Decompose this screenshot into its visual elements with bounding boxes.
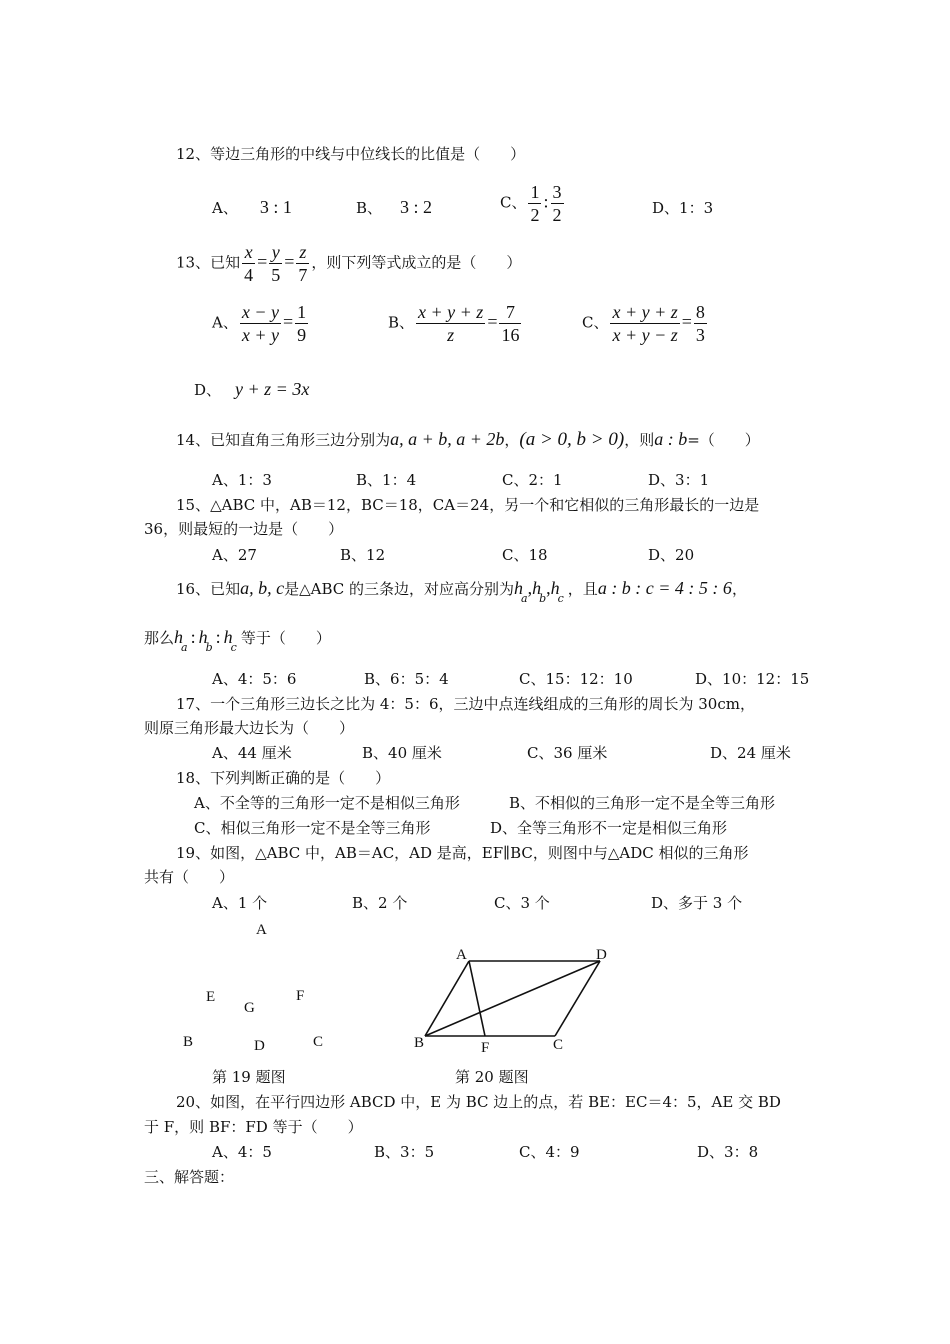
fig19-label-c: C <box>313 1034 324 1050</box>
fig20-label-b: B <box>414 1035 425 1051</box>
q19-line1: 19、如图，△ABC 中，AB＝AC，AD 是高，EF∥BC，则图中与△ADC 相似的三角形 <box>176 844 749 862</box>
fig20-diagonal-bd <box>425 961 600 1036</box>
q16-mid: 是△ABC 的三条边，对应高分别为 <box>284 580 515 598</box>
q14-sides: a, a + b, a + 2b <box>390 429 505 449</box>
q13-eq2: = <box>284 251 295 272</box>
q14-option-b: B、1：4 <box>356 471 417 489</box>
fig20-caption: 第 20 题图 <box>455 1068 529 1086</box>
q13-option-b-label: B、 <box>388 313 415 332</box>
q20-line2: 于 F，则 BF：FD 等于（ ） <box>144 1118 363 1136</box>
q15-line1: 15、△ABC 中，AB＝12，BC＝18，CA＝24，另一个和它相似的三角形最长的一边是 <box>176 496 760 514</box>
q17-line1: 17、一个三角形三边长之比为 4：5：6，三边中点连线组成的三角形的周长为 30cm， <box>176 695 755 713</box>
q13-c-rden: 3 <box>695 325 705 345</box>
q13-suffix: ，则下列等式成立的是（ ） <box>311 253 522 272</box>
fig19-label-a: A <box>256 922 267 938</box>
q13-frac-4: 4 <box>244 265 254 285</box>
q15-option-a: A、27 <box>212 546 257 564</box>
q18-option-a: A、不全等的三角形一定不是相似三角形 <box>194 794 460 812</box>
q16-l2-h-c: h <box>223 627 233 647</box>
q13-a-num: x − y <box>241 302 279 322</box>
q16-sub-a: a <box>521 592 528 605</box>
q16-ratio: a : b : c = 4 : 5 : 6 <box>597 578 732 598</box>
q12-c-frac2-num: 3 <box>552 182 562 202</box>
q16-h-c: h <box>550 578 560 598</box>
q13-frac-7: 7 <box>298 265 308 285</box>
fig20-edge-ba <box>425 961 469 1036</box>
q13-frac-x: x <box>242 241 255 264</box>
q12-option-a-label: A、 <box>212 199 238 217</box>
q13-b-num: x + y + z <box>418 302 484 322</box>
q12-c-colon: : <box>543 191 549 212</box>
q13-a-eq: = <box>282 311 294 332</box>
q16-l2-sub-c: c <box>230 641 237 654</box>
q13-frac-z: z <box>296 241 309 264</box>
q19-option-c: C、3 个 <box>494 894 550 912</box>
q15-line2: 36，则最短的一边是（ ） <box>144 520 344 538</box>
q12-c-frac1-den: 2 <box>530 205 540 225</box>
q16-option-c: C、15：12：10 <box>519 670 633 688</box>
q13-frac-y: y <box>269 241 282 264</box>
q14-prefix: 14、已知直角三角形三边分别为 <box>176 431 391 449</box>
q13-option-c-label: C、 <box>582 313 609 332</box>
fig19-label-b: B <box>183 1034 194 1050</box>
fig20-edge-dc <box>555 961 600 1036</box>
q16-option-b: B、6：5：4 <box>364 670 449 688</box>
q13-a-rnum: 1 <box>297 302 307 322</box>
q14-mid: ，则 <box>624 431 655 449</box>
q17-option-c: C、36 厘米 <box>527 744 608 762</box>
q12-option-c-label: C、 <box>500 193 527 212</box>
fig19-label-g: G <box>244 1000 255 1016</box>
q16-h-a: h <box>514 578 524 598</box>
q13-prefix: 13、已知 <box>176 253 241 272</box>
q14-comma: ， <box>504 431 520 449</box>
q16-l2-h-b: h <box>198 627 208 647</box>
q12-option-a-math: 3 : 1 <box>259 197 292 217</box>
q12-c-frac1-num: 1 <box>530 182 540 202</box>
q14-suffix: =（ ） <box>687 431 760 449</box>
fig19-label-f: F <box>296 988 305 1004</box>
q20-line1: 20、如图，在平行四边形 ABCD 中，E 为 BC 边上的点，若 BE：EC＝4：5，AE 交 BD <box>176 1093 781 1111</box>
q13-a-den: x + y <box>241 325 279 345</box>
q18-stem: 18、下列判断正确的是（ ） <box>176 769 391 787</box>
fig20-label-f: F <box>481 1040 490 1056</box>
q14-option-c: C、2：1 <box>502 471 563 489</box>
section-3-heading: 三、解答题： <box>144 1168 235 1186</box>
q20-option-d: D、3：8 <box>697 1143 759 1161</box>
q16-l2-sub-b: b <box>205 641 213 654</box>
fig20-label-c: C <box>553 1037 564 1053</box>
q13-b-den: z <box>447 325 455 345</box>
q16-h-b: h <box>532 578 542 598</box>
q13-a-rden: 9 <box>297 325 307 345</box>
q13-c-eq: = <box>681 311 692 332</box>
q13-b-eq: = <box>487 311 498 332</box>
q16-l2-colon1: : <box>190 627 196 647</box>
q17-option-d: D、24 厘米 <box>710 744 791 762</box>
q16-sub-c: c <box>557 592 564 605</box>
q13-c-rnum: 8 <box>695 302 705 322</box>
q12-stem: 12、等边三角形的中线与中位线长的比值是（ ） <box>176 145 526 163</box>
fig19-caption: 第 19 题图 <box>212 1068 286 1086</box>
q14-option-a: A、1：3 <box>212 471 272 489</box>
q16-prefix: 16、已知 <box>176 580 241 598</box>
q16-tail: ， <box>731 580 747 598</box>
q15-option-b: B、12 <box>340 546 386 564</box>
fig19-label-d: D <box>254 1038 265 1054</box>
q13-option-a-label: A、 <box>212 313 238 332</box>
q13-c-num: x + y + z <box>612 302 678 322</box>
fig19-label-e: E <box>206 989 216 1005</box>
q16-abc: a, b, c <box>240 578 285 598</box>
q13-frac-5: 5 <box>271 265 281 285</box>
q16-line2-suffix: 等于（ ） <box>240 629 331 647</box>
q19-option-d: D、多于 3 个 <box>651 894 743 912</box>
q15-option-d: D、20 <box>648 546 695 564</box>
q20-option-a: A、4：5 <box>212 1143 272 1161</box>
q20-option-b: B、3：5 <box>374 1143 435 1161</box>
q16-line2-prefix: 那么 <box>144 629 175 647</box>
q16-option-d: D、10：12：15 <box>695 670 810 688</box>
q13-eq1: = <box>257 251 268 272</box>
q16-and: ，且 <box>567 580 598 598</box>
q13-option-d-label: D、 <box>194 381 222 399</box>
q17-option-b: B、40 厘米 <box>362 744 442 762</box>
q12-option-d: D、1：3 <box>652 199 714 217</box>
q18-option-d: D、全等三角形不一定是相似三角形 <box>490 819 728 837</box>
q12-option-b-math: 3 : 2 <box>400 197 433 217</box>
q19-option-a: A、1 个 <box>212 894 268 912</box>
q13-option-d-math: y + z = 3x <box>235 379 310 399</box>
q16-l2-sub-a: a <box>181 641 188 654</box>
q17-line2: 则原三角形最大边长为（ ） <box>144 719 355 737</box>
fig20-label-d: D <box>596 947 607 963</box>
q12-option-b-label: B、 <box>356 199 383 217</box>
q12-c-frac2-den: 2 <box>552 205 562 225</box>
q17-option-a: A、44 厘米 <box>212 744 292 762</box>
q19-option-b: B、2 个 <box>352 894 408 912</box>
q13-b-rden: 16 <box>501 325 520 345</box>
q16-sub-b: b <box>539 592 547 605</box>
q14-condition: (a > 0, b > 0) <box>519 429 625 450</box>
q13-b-rnum: 7 <box>499 301 521 324</box>
q14-ratio: a : b <box>654 429 688 449</box>
q14-option-d: D、3：1 <box>648 471 710 489</box>
q16-line1: 16、已知a, b, c是△ABC 的三条边，对应高分别为$h_a,h_b,h_c$，且a : b : c = 4 : 5 : 6， <box>176 578 747 605</box>
q18-option-b: B、不相似的三角形一定不是全等三角形 <box>509 794 776 812</box>
q13-c-den: x + y − z <box>612 325 678 345</box>
q20-option-c: C、4：9 <box>519 1143 580 1161</box>
fig20-segment-ae <box>469 961 485 1036</box>
q15-option-c: C、18 <box>502 546 548 564</box>
q18-option-c: C、相似三角形一定不是全等三角形 <box>194 819 431 837</box>
q19-line2: 共有（ ） <box>144 868 235 886</box>
q16-l2-colon2: : <box>215 627 221 647</box>
q16-l2-h-a: h <box>174 627 184 647</box>
q16-option-a: A、4：5：6 <box>212 670 297 688</box>
fig20-label-a: A <box>456 947 467 963</box>
